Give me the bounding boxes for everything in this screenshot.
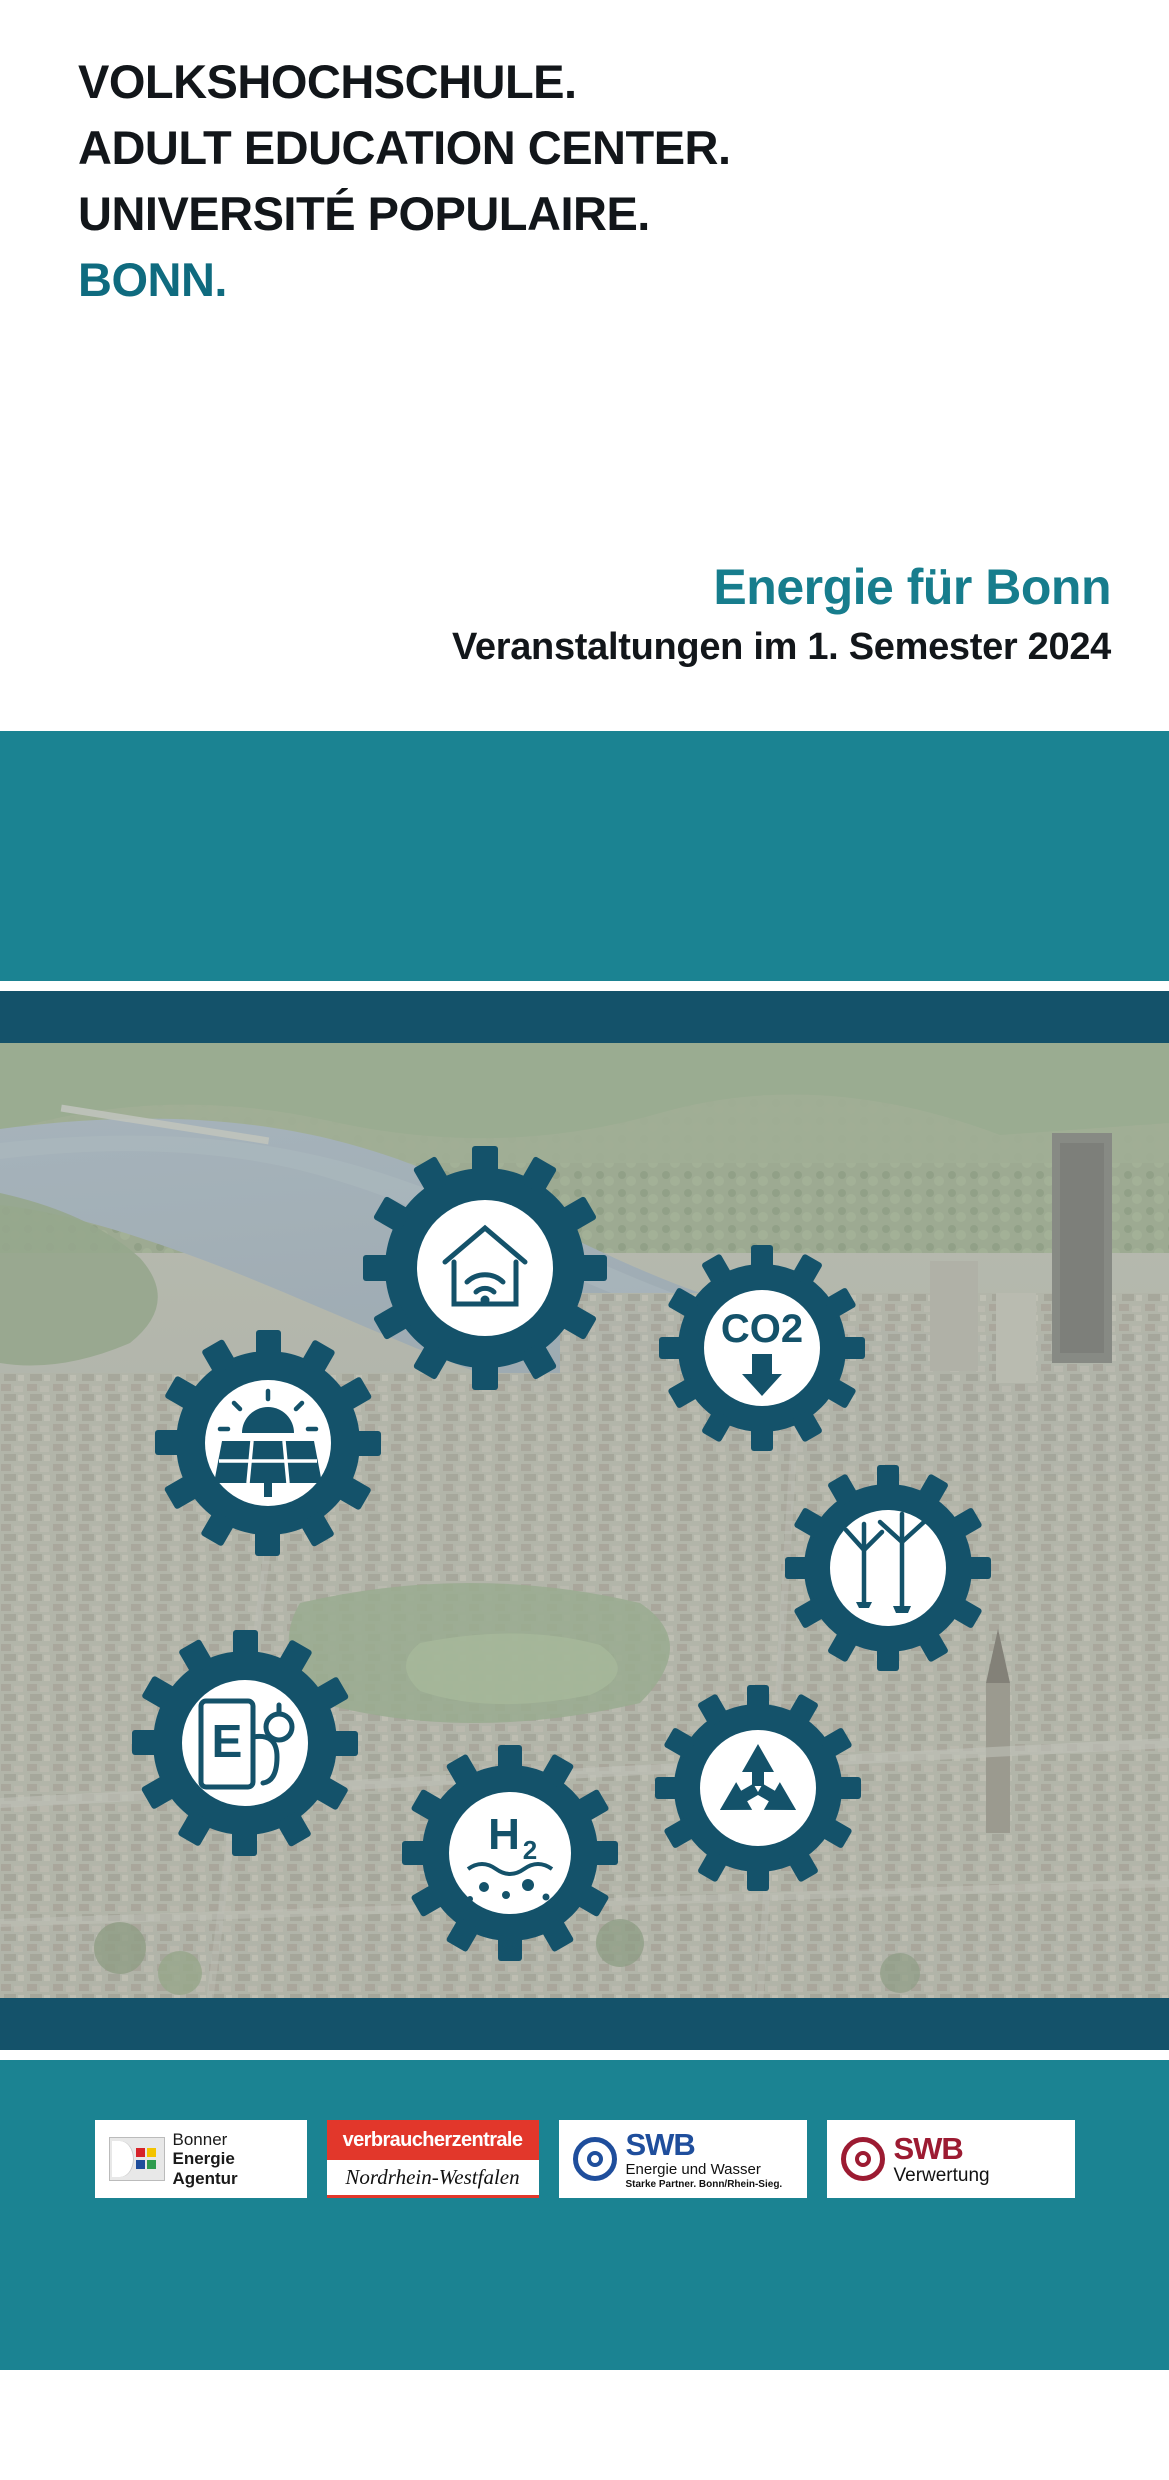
band-divider-white-2 bbox=[0, 2050, 1169, 2060]
bonner-energie-agentur-icon bbox=[109, 2137, 165, 2181]
sponsor-swb-line1: SWB bbox=[625, 2127, 695, 2163]
swb-ring-icon bbox=[573, 2137, 617, 2181]
sponsor-swbv-line2: Verwertung bbox=[893, 2164, 990, 2186]
page-subtitle: Veranstaltungen im 1. Semester 2024 bbox=[451, 626, 1111, 668]
brand-line-adult-education-center: ADULT EDUCATION CENTER. bbox=[78, 121, 731, 174]
sponsor-bea-line2: Energie Agentur bbox=[172, 2149, 238, 2188]
page-title: Energie für Bonn bbox=[713, 559, 1111, 615]
aerial-photo-with-gears bbox=[0, 1043, 1169, 1998]
brand-header bbox=[0, 0, 1169, 306]
sponsor-logo-row bbox=[0, 2120, 1169, 2198]
sponsor-bea-line1: Bonner bbox=[172, 2129, 228, 2149]
dark-band-top bbox=[0, 991, 1169, 1043]
brand-line-volkshochschule: VOLKSHOCHSCHULE. bbox=[78, 55, 577, 108]
title-block bbox=[111, 560, 1111, 669]
teal-banner-band bbox=[0, 731, 1169, 981]
sponsor-logo-bonner-energie-agentur[interactable] bbox=[95, 2120, 307, 2198]
dark-band-bottom bbox=[0, 1998, 1169, 2050]
sponsor-logo-swb-verwertung[interactable] bbox=[827, 2120, 1075, 2198]
cover-illustration bbox=[0, 1043, 1169, 1998]
swb-verwertung-ring-icon bbox=[841, 2137, 885, 2181]
svg-text:CO2: CO2 bbox=[720, 1307, 804, 1351]
sponsor-vz-line2: Nordrhein-Westfalen bbox=[327, 2160, 539, 2198]
svg-text:2: 2 bbox=[522, 1835, 538, 1865]
sponsor-swb-line3: Starke Partner. Bonn/Rhein-Sieg. bbox=[625, 2178, 783, 2190]
sponsor-logo-swb-energie-und-wasser[interactable] bbox=[559, 2120, 807, 2198]
band-divider-white bbox=[0, 981, 1169, 991]
svg-text:H: H bbox=[488, 1810, 520, 1859]
brand-line-bonn: BONN. bbox=[78, 253, 227, 306]
brand-line-universite-populaire: UNIVERSITÉ POPULAIRE. bbox=[78, 187, 650, 240]
svg-text:E: E bbox=[211, 1715, 243, 1767]
sponsor-swbv-line1: SWB bbox=[893, 2130, 963, 2166]
sponsor-logo-verbraucherzentrale-nrw[interactable] bbox=[327, 2120, 539, 2198]
sponsor-vz-line1: verbraucherzentrale bbox=[327, 2120, 539, 2160]
sponsor-band bbox=[0, 2060, 1169, 2370]
sponsor-swb-line2: Energie und Wasser bbox=[625, 2161, 761, 2179]
